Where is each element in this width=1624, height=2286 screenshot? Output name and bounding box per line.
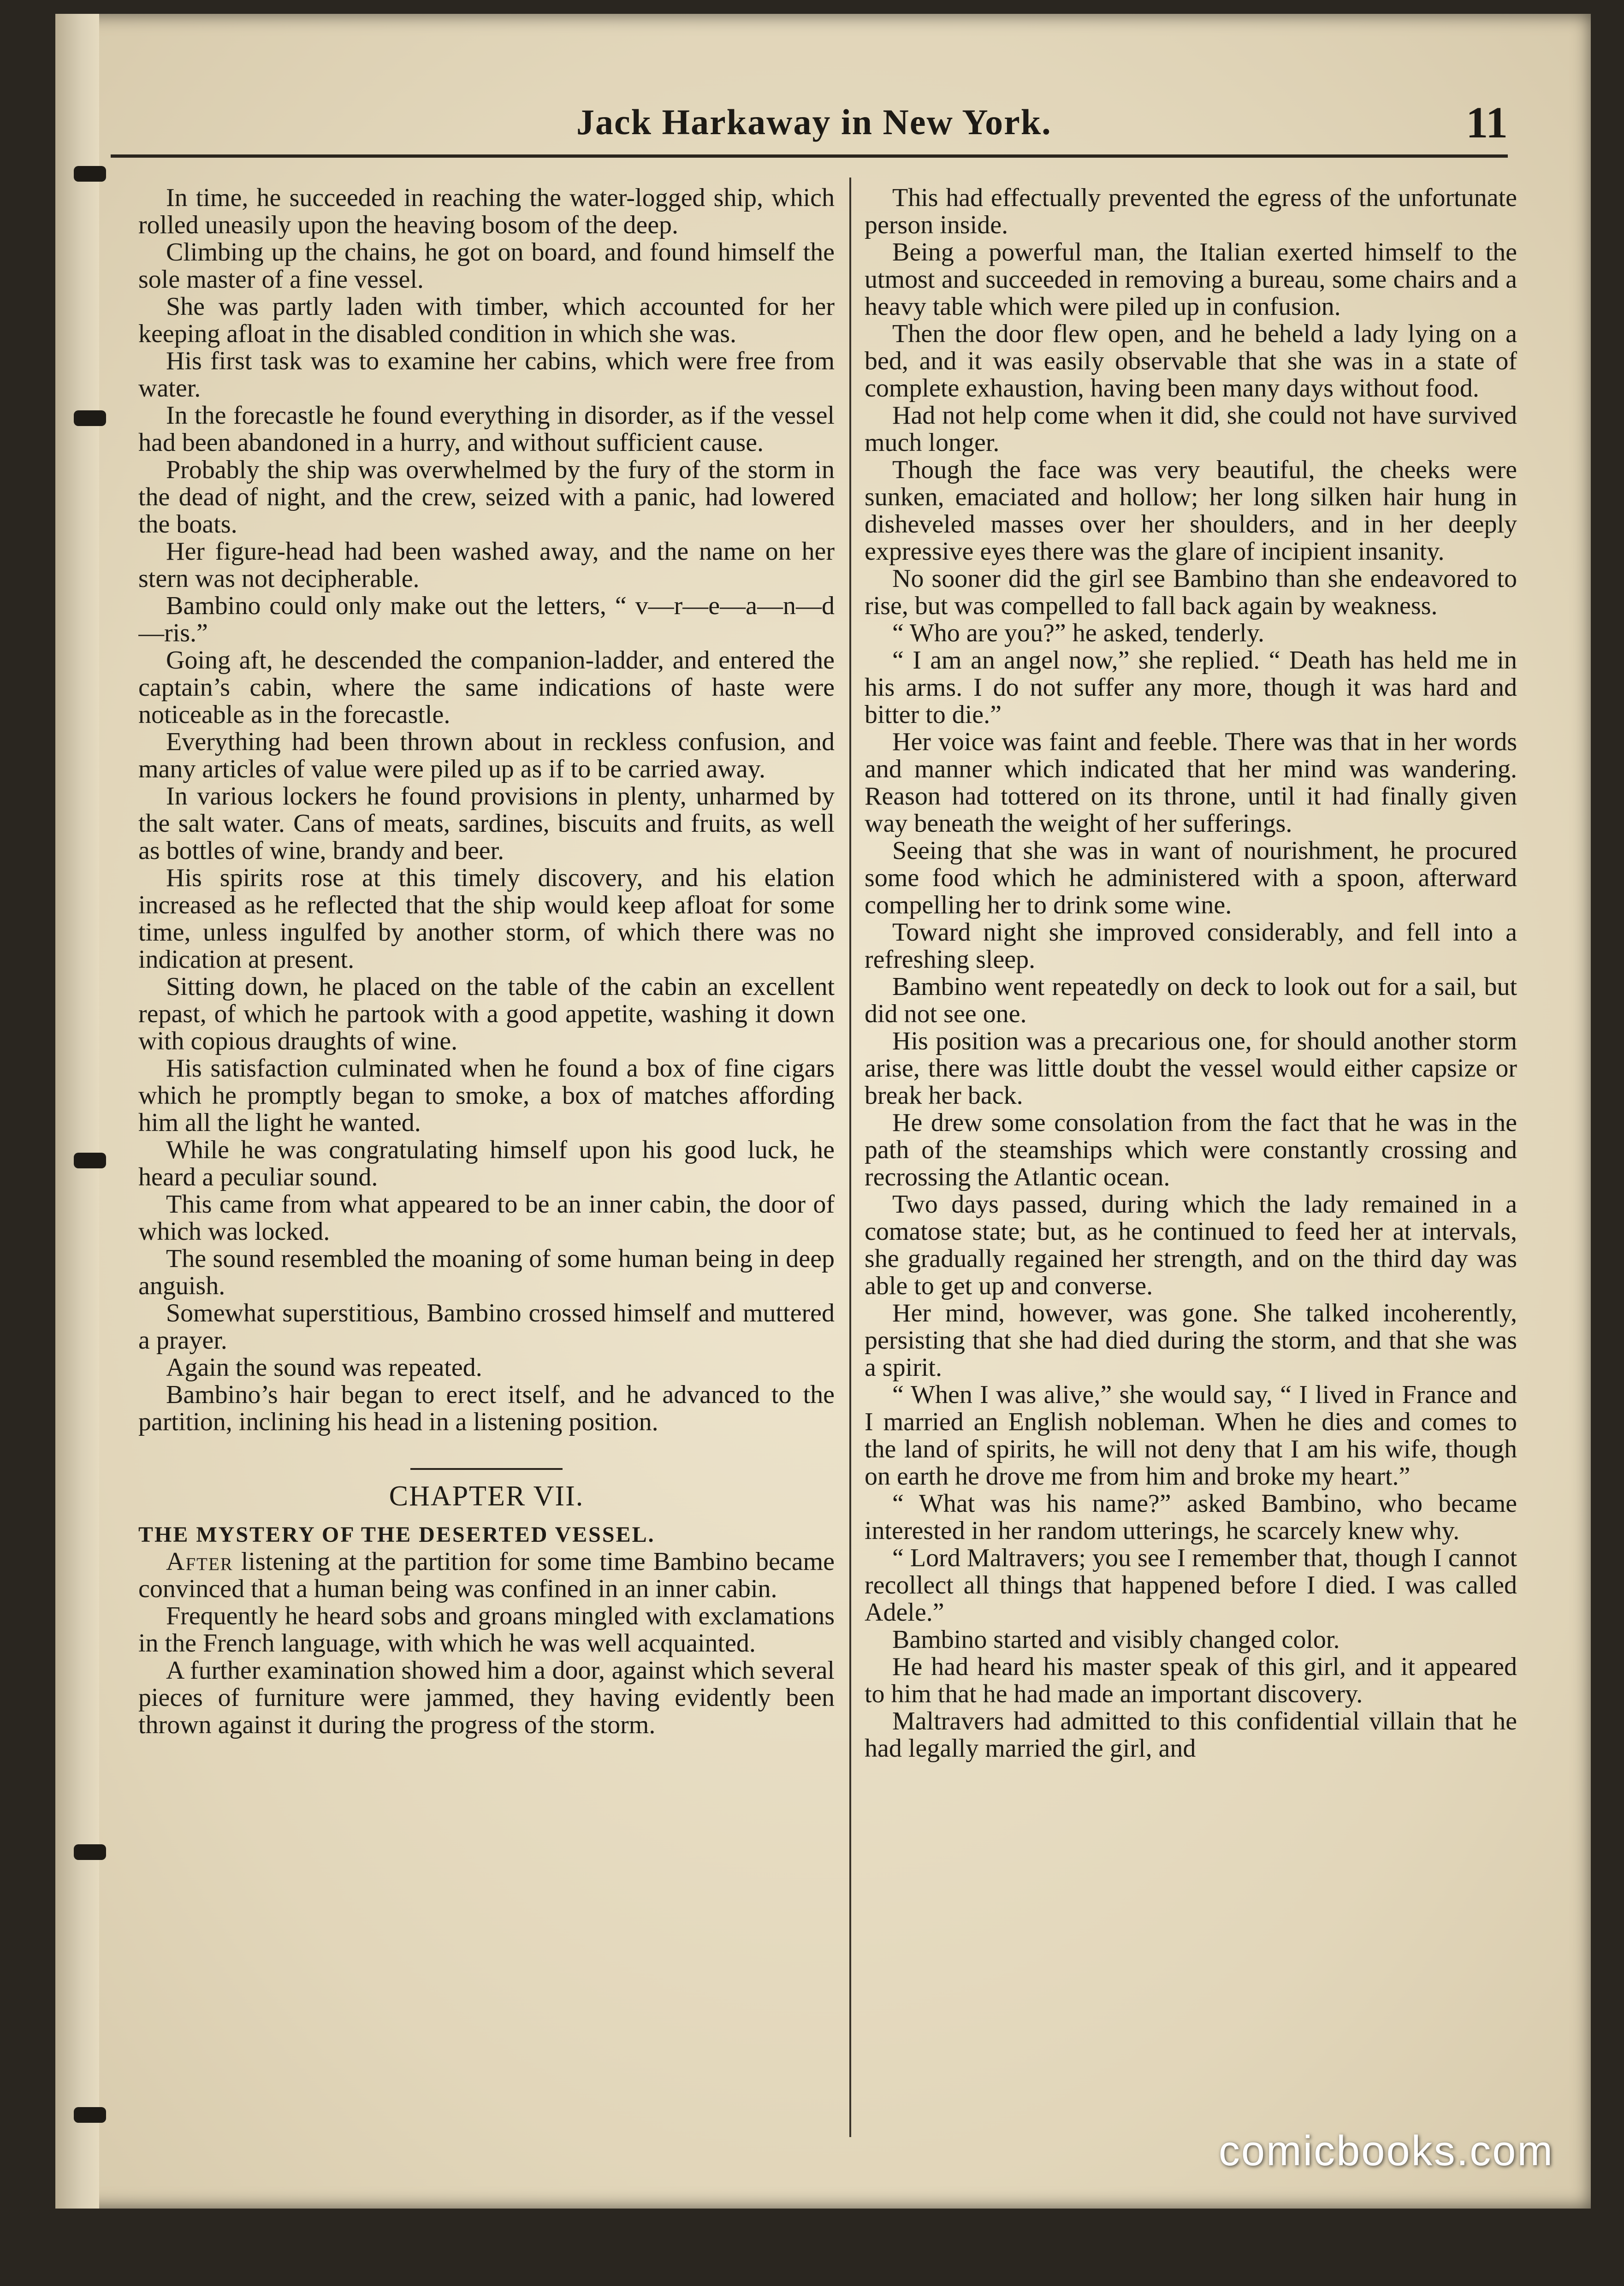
paragraph: “ Who are you?” he asked, tenderly.: [892, 619, 1264, 647]
left-paragraphs-after: [138, 1603, 835, 1739]
header-rule: [111, 154, 1508, 158]
magazine-page: [55, 14, 1591, 2209]
paragraph: In the forecastle he found everything in disorder, as if the vessel had been abandoned in a hurry, and without sufficient cause.: [138, 401, 835, 457]
paragraph: He had heard his master speak of this girl, and it appeared to him that he had made an important discovery.: [865, 1652, 1517, 1708]
paragraph: Though the face was very beautiful, the cheeks were sunken, emaciated and hollow; her long silken hair hung in disheveled masses over her shoulders, and in her deeply expressive eyes there was the glare of incipient insanity.: [865, 456, 1517, 566]
left-column: [138, 184, 835, 2139]
paragraph: Everything had been thrown about in reckless confusion, and many articles of value were piled up as if to be carried away.: [138, 728, 835, 783]
paragraph: Being a powerful man, the Italian exerted himself to the utmost and succeeded in removing a bureau, some chairs and a heavy table which were piled up in confusion.: [865, 238, 1517, 321]
paragraph: “ I am an angel now,” she replied. “ Death has held me in his arms. I do not suffer any more, though it was hard and bitter to die.”: [865, 646, 1517, 729]
paragraph: Again the sound was repeated.: [166, 1353, 482, 1382]
paragraph: Somewhat superstitious, Bambino crossed himself and muttered a prayer.: [138, 1299, 835, 1355]
watermark: comicbooks.com: [1218, 2127, 1554, 2174]
page-number: 11: [1466, 98, 1508, 147]
paragraph: His satisfaction culminated when he found a box of fine cigars which he promptly began to smoke, a box of matches affording him all the light he wanted.: [138, 1054, 835, 1137]
paragraph: Her voice was faint and feeble. There was that in her words and manner which indicated that her mind was wandering. Reason had tottered on its throne, until it had finally given way beneath the weight of her sufferings.: [865, 728, 1517, 838]
running-title: Jack Harkaway in New York.: [576, 102, 1052, 142]
chapter-heading: CHAPTER VII.: [389, 1481, 584, 1512]
right-column: [865, 184, 1517, 2139]
paragraph: She was partly laden with timber, which accounted for her keeping afloat in the disabled condition in which she was.: [138, 292, 835, 348]
paragraph: This had effectually prevented the egress of the unfortunate person inside.: [865, 184, 1517, 239]
paragraph: This came from what appeared to be an inner cabin, the door of which was locked.: [138, 1190, 835, 1246]
paragraph: Had not help come when it did, she could not have survived much longer.: [865, 401, 1517, 457]
paragraph: He drew some consolation from the fact that he was in the path of the steamships which were constantly crossing and recrossing the Atlantic ocean.: [865, 1108, 1517, 1191]
paragraph: Bambino could only make out the letters, “ v—r—e—a—n—d—ris.”: [138, 592, 835, 647]
binding-stitch: [74, 1153, 106, 1168]
paragraph: Climbing up the chains, he got on board, and found himself the sole master of a fine vessel.: [138, 238, 835, 294]
paragraph: Bambino’s hair began to erect itself, and he advanced to the partition, inclining his head in a listening position.: [138, 1380, 835, 1436]
paragraph: No sooner did the girl see Bambino than she endeavored to rise, but was compelled to fall back again by weakness.: [865, 564, 1517, 620]
paragraph: Seeing that she was in want of nourishment, he procured some food which he administered with a spoon, afterward compelling her to drink some wine.: [865, 836, 1517, 919]
paragraph: “ Lord Maltravers; you see I remember that, though I cannot recollect all things that happened before I died. I was called Adele.”: [865, 1544, 1517, 1627]
page-binding: [55, 14, 99, 2209]
paragraph: Going aft, he descended the companion-ladder, and entered the captain’s cabin, where the same indications of haste were noticeable as in the forecastle.: [138, 646, 835, 729]
binding-stitch: [74, 410, 106, 426]
chapter-rule: [410, 1468, 563, 1470]
column-divider: [849, 178, 851, 2137]
paragraph: His position was a precarious one, for should another storm arise, there was little doubt the vessel would either capsize or break her back.: [865, 1027, 1517, 1110]
paragraph: His first task was to examine her cabins, which were free from water.: [138, 347, 835, 403]
paragraph: Probably the ship was overwhelmed by the fury of the storm in the dead of night, and the crew, seized with a panic, had lowered the boats.: [138, 456, 835, 539]
chapter-first-paragraph-text: listening at the partition for some time Bambino became convinced that a human being was confined in an inner cabin.: [138, 1547, 835, 1603]
paragraph: “ What was his name?” asked Bambino, who became interested in her random utterings, he scarcely knew why.: [865, 1489, 1517, 1545]
binding-stitch: [74, 1844, 106, 1860]
right-paragraphs: [865, 184, 1517, 1762]
paragraph: Bambino started and visibly changed color.: [892, 1625, 1340, 1654]
paragraph: Sitting down, he placed on the table of the cabin an excellent repast, of which he partook with a good appetite, washing it down with copious draughts of wine.: [138, 972, 835, 1055]
paragraph: Her mind, however, was gone. She talked incoherently, persisting that she had died during the storm, and that she was a spirit.: [865, 1299, 1517, 1382]
left-paragraphs: [138, 184, 835, 1436]
paragraph: Frequently he heard sobs and groans mingled with exclamations in the French language, with which he was well acquainted.: [138, 1602, 835, 1658]
paragraph: A further examination showed him a door, against which several pieces of furniture were jammed, they having evidently been thrown against it during the progress of the storm.: [138, 1656, 835, 1739]
paragraph: The sound resembled the moaning of some human being in deep anguish.: [138, 1244, 835, 1300]
paragraph: In various lockers he found provisions in plenty, unharmed by the salt water. Cans of meats, sardines, biscuits and fruits, as well as bottles of wine, brandy and beer.: [138, 782, 835, 865]
chapter-subtitle: THE MYSTERY OF THE DESERTED VESSEL.: [138, 1522, 655, 1547]
binding-stitch: [74, 166, 106, 182]
paragraph: In time, he succeeded in reaching the water-logged ship, which rolled uneasily upon the heaving bosom of the deep.: [138, 184, 835, 239]
paragraph: Her figure-head had been washed away, and the name on her stern was not decipherable.: [138, 537, 835, 593]
paragraph: Toward night she improved considerably, and fell into a refreshing sleep.: [865, 918, 1517, 974]
chapter-first-paragraph: [138, 1548, 835, 1603]
paragraph: Then the door flew open, and he beheld a lady lying on a bed, and it was easily observable that she was in a state of complete exhaustion, having been many days without food.: [865, 320, 1517, 403]
paragraph: While he was congratulating himself upon his good luck, he heard a peculiar sound.: [138, 1136, 835, 1191]
paragraph: “ When I was alive,” she would say, “ I lived in France and I married an English nobleman. When he dies and comes to the land of spirits, he will not deny that I am his wife, though on earth he drove me from him and broke my heart.”: [865, 1380, 1517, 1491]
paragraph: Bambino went repeatedly on deck to look out for a sail, but did not see one.: [865, 972, 1517, 1028]
paragraph: Maltravers had admitted to this confidential villain that he had legally married the girl, and: [865, 1707, 1517, 1763]
paragraph: His spirits rose at this timely discovery, and his elation increased as he reflected that the ship would keep afloat for some time, unless ingulfed by another storm, of which there was no indication at present.: [138, 864, 835, 974]
paragraph: Two days passed, during which the lady remained in a comatose state; but, as he continued to feed her at intervals, she gradually regained her strength, and on the third day was able to get up and converse.: [865, 1190, 1517, 1300]
binding-stitch: [74, 2107, 106, 2123]
chapter-first-word: After: [166, 1547, 233, 1576]
page-header: [138, 97, 1508, 161]
